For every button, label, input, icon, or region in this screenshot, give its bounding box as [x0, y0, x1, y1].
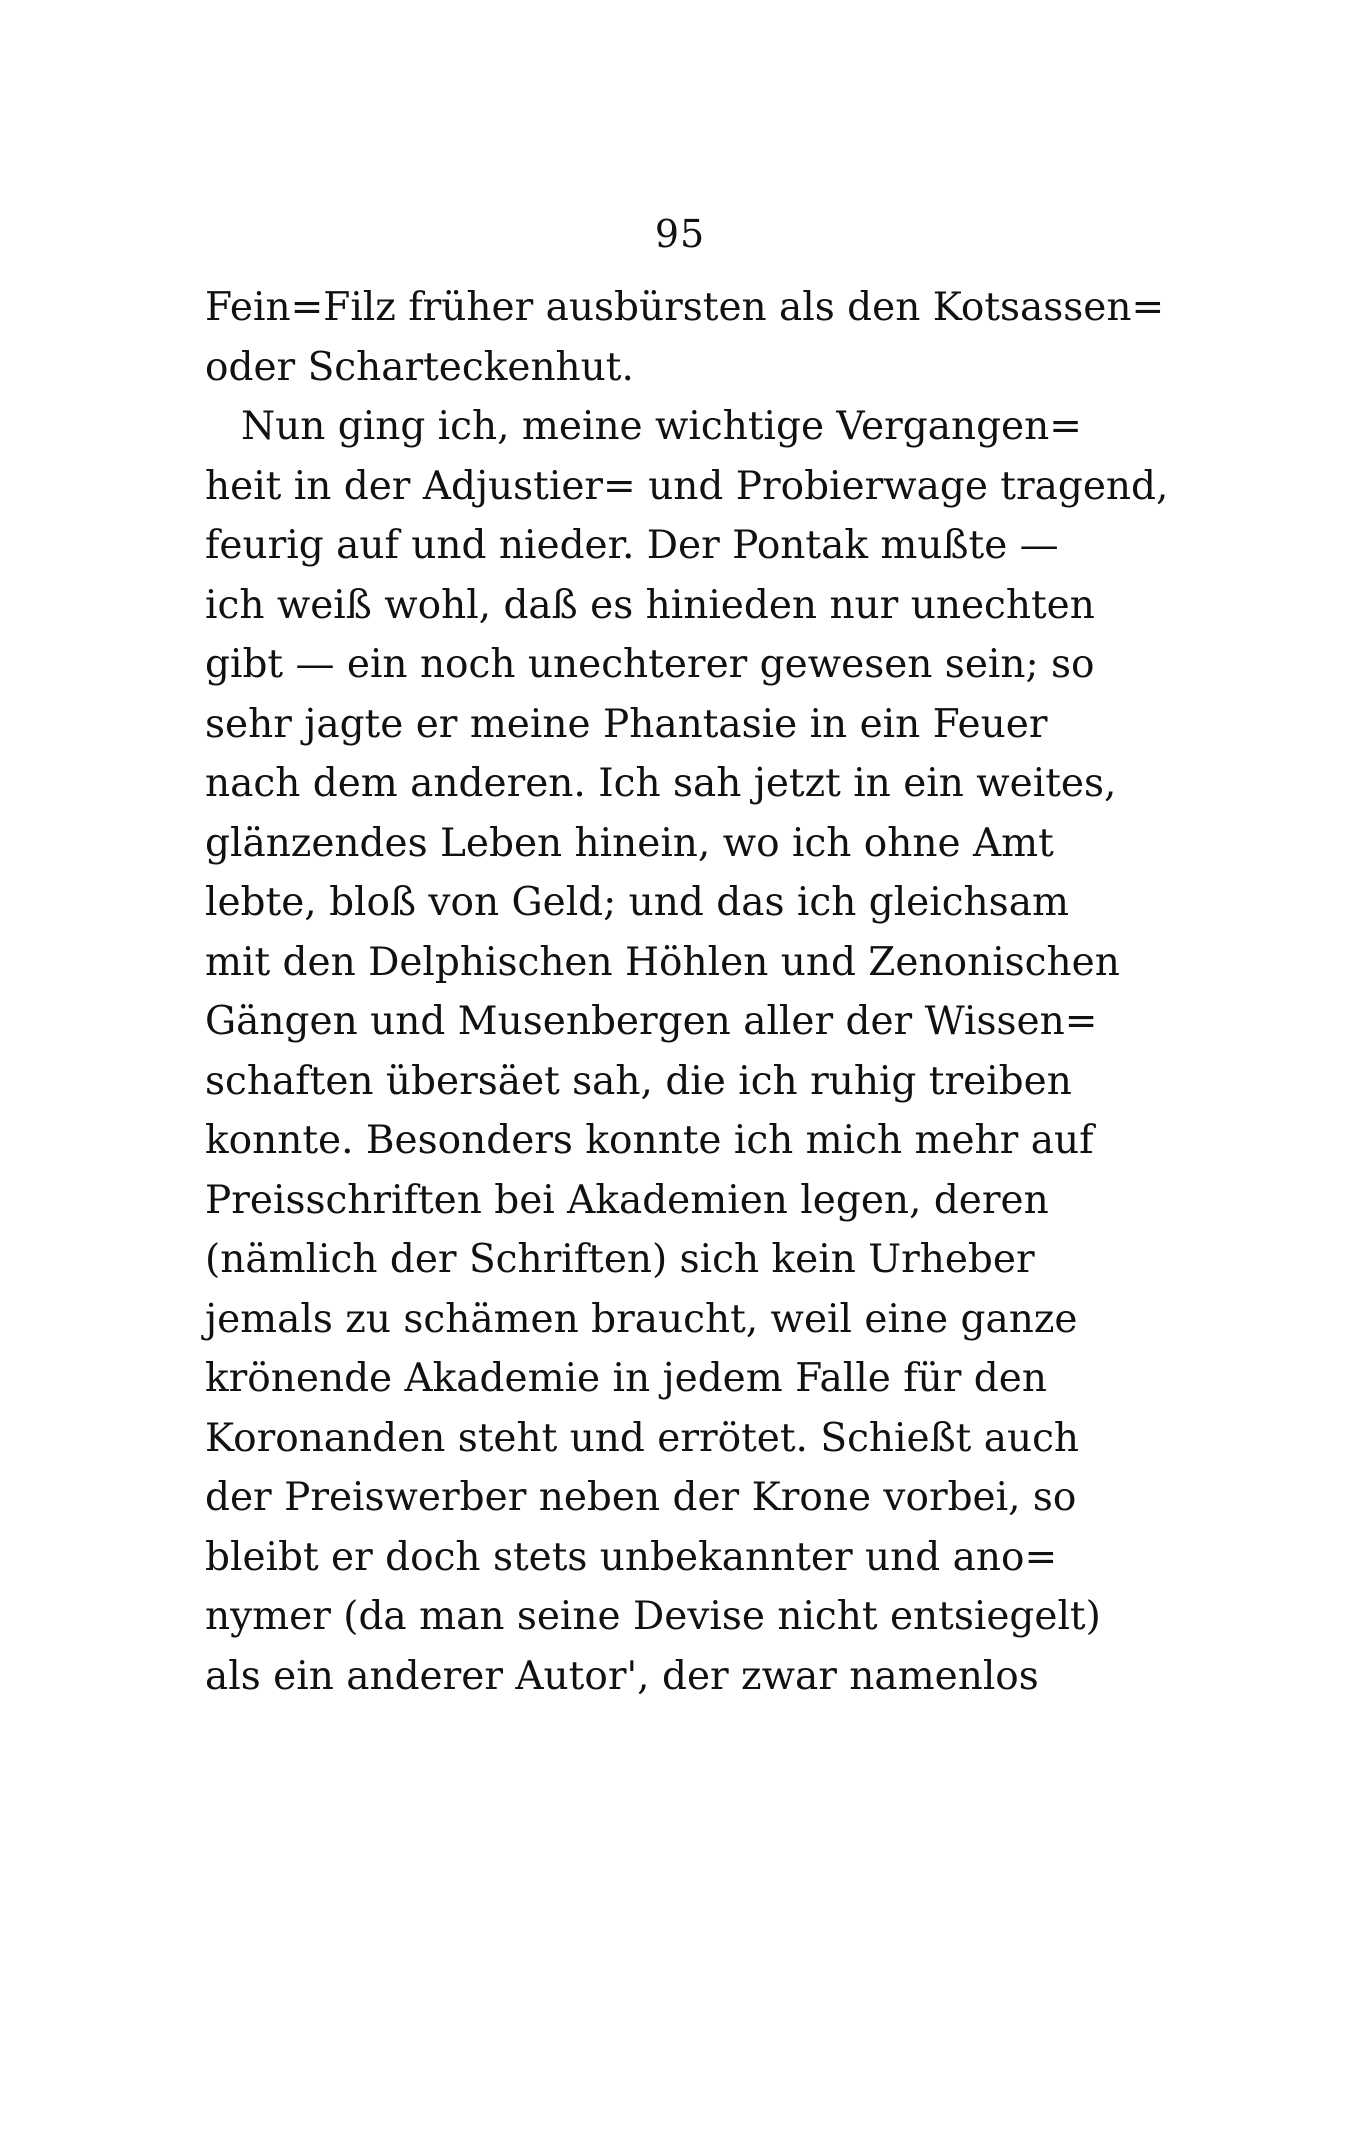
text-line: Koronanden steht und errötet. Schießt auch	[205, 1415, 1080, 1461]
text-line: der Preiswerber neben der Krone vorbei, so	[205, 1475, 1077, 1520]
text-line: jemals zu schämen braucht, weil eine ganze	[205, 1296, 1078, 1342]
text-line: Gängen und Musenbergen aller der Wissen=	[205, 999, 1098, 1044]
text-line: glänzendes Leben hinein, wo ich ohne Amt	[205, 820, 1054, 866]
text-line: bleibt er doch stets unbekannter und ano=	[205, 1534, 1058, 1580]
text-line: oder Scharteckenhut.	[205, 344, 634, 390]
text-line: konnte. Besonders konnte ich mich mehr auf	[205, 1118, 1094, 1163]
text-line: krönende Akademie in jedem Falle für den	[205, 1356, 1047, 1401]
text-line: Preisschriften bei Akademien legen, deren	[205, 1177, 1049, 1223]
text-line: schaften übersäet sah, die ich ruhig treiben	[205, 1058, 1072, 1104]
text-line: (nämlich der Schriften) sich kein Urheber	[205, 1237, 1035, 1282]
text-line: ich weiß wohl, daß es hinieden nur unechten	[205, 582, 1095, 628]
text-line: nymer (da man seine Devise nicht entsiegelt)	[205, 1594, 1101, 1639]
text-line: mit den Delphischen Höhlen und Zenonischen	[205, 939, 1120, 985]
text-line: Fein=Filz früher ausbürsten als den Kotsassen=	[205, 285, 1165, 330]
text-line: sehr jagte er meine Phantasie in ein Feuer	[205, 701, 1048, 747]
body-text	[205, 278, 1169, 1706]
page-number: 95	[654, 212, 706, 256]
text-line: Nun ging ich, meine wichtige Vergangen=	[241, 404, 1082, 449]
text-line: lebte, bloß von Geld; und das ich gleichsam	[205, 880, 1069, 925]
text-line: heit in der Adjustier= und Probierwage tragend,	[205, 463, 1169, 509]
text-line: nach dem anderen. Ich sah jetzt in ein weites,	[205, 761, 1117, 806]
text-line: als ein anderer Autor', der zwar namenlos	[205, 1653, 1039, 1699]
text-line: gibt — ein noch unechterer gewesen sein; so	[205, 642, 1095, 687]
text-line: feurig auf und nieder. Der Pontak mußte —	[205, 523, 1059, 568]
